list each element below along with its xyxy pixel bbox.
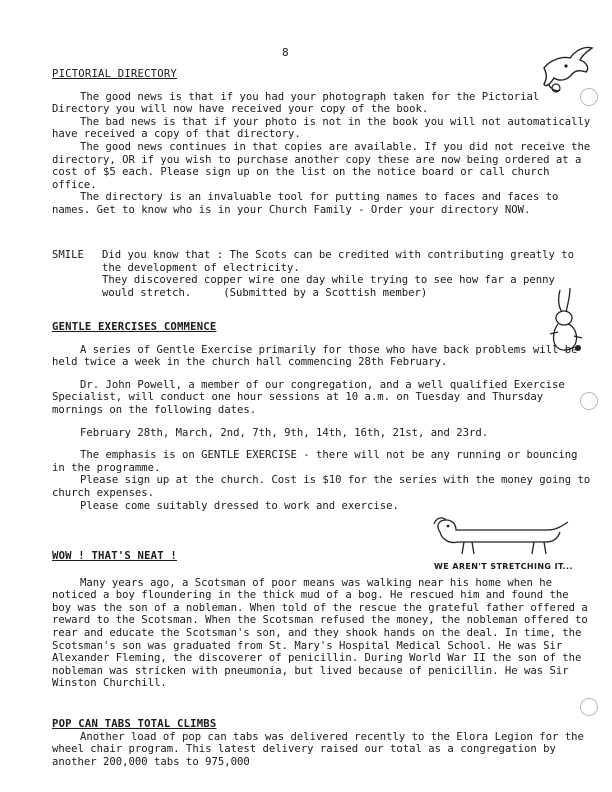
pop-can-tabs-paragraph: Another load of pop can tabs was delivered recently to the Elora Legion for the wheel chair program. This latest delivery raised our total as a congregation by another 200,000 tabs to 975,000 [52, 730, 584, 768]
smile-credit: (Submitted by a Scottish member) [223, 286, 428, 299]
pictorial-paragraph-3: The good news continues in that copies are available. If you did not receive the directory, OR if you wish to purchase another copy these are now being ordered at a cost of $5 each. Please sign up on the list on the notice board or call church office. [52, 140, 591, 191]
pictorial-directory-section [52, 68, 592, 217]
gentle-exercises-section [52, 321, 592, 512]
exercises-paragraph-3: The emphasis is on GENTLE EXERCISE - there will not be any running or bouncing in the programme. [52, 449, 578, 474]
gentle-exercises-heading: GENTLE EXERCISES COMMENCE [52, 321, 217, 333]
exercises-dates: February 28th, March, 2nd, 7th, 9th, 14th, 16th, 21st, and 23rd. [80, 426, 489, 439]
pictorial-paragraph-1: The good news is that if you had your photograph taken for the Pictorial Directory you will now have received your copy of the book. [52, 90, 540, 116]
binder-hole-bottom [580, 698, 598, 716]
smile-label: SMILE [52, 249, 84, 261]
wow-heading: WOW ! THAT'S NEAT ! [52, 550, 177, 562]
smile-joke-line-2: They discovered copper wire one day while trying to see how far a penny would stretch. [102, 274, 555, 299]
exercises-paragraph-4: Please sign up at the church. Cost is $10 for the series with the money going to church expenses. [52, 474, 591, 499]
wow-story: Many years ago, a Scotsman of poor means was walking near his home when he noticed a boy floundering in the thick mud of a bog. He rescued him and found the boy was the son of a nobleman. When told of the rescue the grateful father offered a reward to the Scotsman. When the Scotsman refused the money, the nobleman offered to rear and educate the Scotsman's son, and they shook hands on the deal. In time, the Scotsman's son was graduated from St. Mary's Hospital Medical School. He was Sir Alexander Fleming, the discoverer of penicillin. During World War II the son of the nobleman was stricken with pneumonia, but lived because of penicillin. He was Sir Winston Churchill. [52, 576, 588, 690]
smile-joke-line-1: Did you know that : The Scots can be credited with contributing greatly to the development of electricity. [102, 249, 574, 274]
smile-joke-line-2-wrap [102, 274, 580, 299]
pictorial-paragraph-4: The directory is an invaluable tool for putting names to faces and faces to names. Get to know who is in your Church Family - Order your directory NOW. [52, 191, 559, 216]
pop-can-tabs-heading: POP CAN TABS TOTAL CLIMBS [52, 718, 217, 730]
page-number: 8 [282, 46, 289, 59]
pop-can-tabs-section [52, 718, 592, 768]
cartoon-caption: WE AREN'T STRETCHING IT... [434, 562, 573, 571]
smile-section [52, 249, 580, 299]
exercises-paragraph-1: A series of Gentle Exercise primarily for those who have back problems will be held twice a week in the church hall commencing 28th February. [52, 343, 578, 369]
exercises-paragraph-2: Dr. John Powell, a member of our congregation, and a well qualified Exercise Specialist, will conduct one hour sessions at 10 a.m. on Tuesday and Thursday mornings on the following dates. [52, 378, 565, 416]
exercises-paragraph-5: Please come suitably dressed to work and exercise. [80, 499, 399, 512]
pictorial-directory-heading: PICTORIAL DIRECTORY [52, 68, 177, 80]
pictorial-paragraph-2: The bad news is that if your photo is not in the book you will not automatically have received a copy of that directory. [52, 115, 591, 141]
wow-section [52, 550, 592, 690]
